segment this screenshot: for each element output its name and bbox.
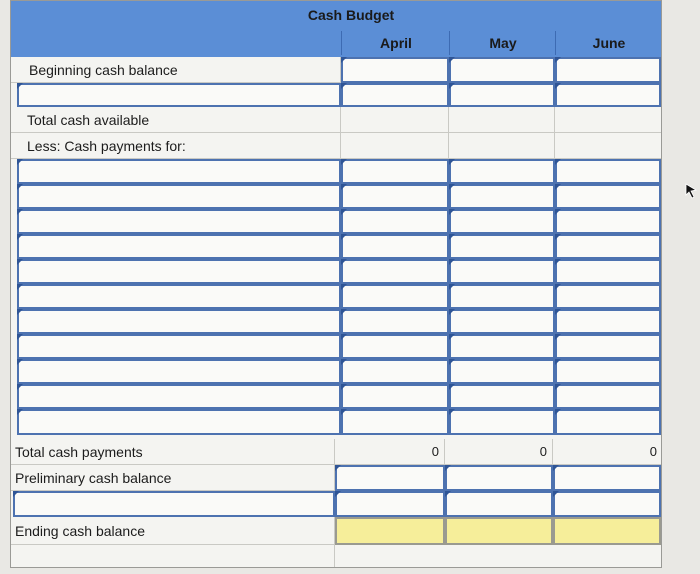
payment-row-5-may[interactable] (449, 259, 555, 284)
payment-row-6-june[interactable] (555, 284, 661, 309)
payment-row-7-june[interactable] (555, 309, 661, 334)
input-preliminary-may[interactable] (445, 465, 553, 491)
payment-row-6-label[interactable] (17, 284, 341, 309)
label-preliminary-cash-balance: Preliminary cash balance (11, 465, 335, 490)
payment-row-6-may[interactable] (449, 284, 555, 309)
payment-row-3-may[interactable] (449, 209, 555, 234)
ending-balance-may[interactable] (445, 517, 553, 545)
input-financing-label[interactable] (13, 491, 335, 517)
total-payments-may: 0 (539, 444, 547, 459)
total-payments-june: 0 (649, 444, 657, 459)
input-beginning-april[interactable] (341, 57, 449, 83)
payment-row-10-may[interactable] (449, 384, 555, 409)
payment-row-5-april[interactable] (341, 259, 449, 284)
payment-row-9-june[interactable] (555, 359, 661, 384)
payment-row-2-label[interactable] (17, 184, 341, 209)
label-ending-cash-balance: Ending cash balance (11, 517, 335, 544)
month-header-april: April (341, 31, 450, 55)
month-header-june: June (555, 31, 662, 55)
input-financing-april[interactable] (335, 491, 445, 517)
payment-row-4-label[interactable] (17, 234, 341, 259)
payment-row-4-june[interactable] (555, 234, 661, 259)
ending-balance-june[interactable] (553, 517, 661, 545)
payment-row-8-may[interactable] (449, 334, 555, 359)
input-preliminary-june[interactable] (553, 465, 661, 491)
input-financing-june[interactable] (553, 491, 661, 517)
row-total-cash-payments (11, 439, 662, 465)
payment-row-11-label[interactable] (17, 409, 341, 435)
payment-row-7-may[interactable] (449, 309, 555, 334)
total-available-april (341, 107, 449, 132)
less-payments-may (449, 133, 555, 158)
payment-row-8-april[interactable] (341, 334, 449, 359)
input-beginning-june[interactable] (555, 57, 661, 83)
payment-row-8-june[interactable] (555, 334, 661, 359)
payment-row-4-may[interactable] (449, 234, 555, 259)
total-available-june (555, 107, 662, 132)
payment-row-2-april[interactable] (341, 184, 449, 209)
label-less-cash-payments-for: Less: Cash payments for: (11, 133, 341, 158)
cash-budget-sheet (10, 0, 662, 568)
payment-row-9-april[interactable] (341, 359, 449, 384)
payment-row-1-june[interactable] (555, 159, 661, 184)
input-receipt-june[interactable] (555, 83, 661, 107)
payment-row-1-april[interactable] (341, 159, 449, 184)
payment-row-6-april[interactable] (341, 284, 449, 309)
payment-row-10-june[interactable] (555, 384, 661, 409)
total-available-may (449, 107, 555, 132)
payment-row-2-june[interactable] (555, 184, 661, 209)
row-total-cash-available (11, 107, 662, 133)
payment-row-1-may[interactable] (449, 159, 555, 184)
label-beginning-cash-balance: Beginning cash balance (11, 57, 341, 82)
cash-budget-title: Cash Budget (307, 7, 395, 23)
payment-row-9-may[interactable] (449, 359, 555, 384)
payment-row-8-label[interactable] (17, 334, 341, 359)
row-bottom-blank (11, 545, 662, 568)
input-receipt-may[interactable] (449, 83, 555, 107)
payment-row-3-label[interactable] (17, 209, 341, 234)
payment-row-3-april[interactable] (341, 209, 449, 234)
payment-row-11-april[interactable] (341, 409, 449, 435)
input-beginning-may[interactable] (449, 57, 555, 83)
payment-row-4-april[interactable] (341, 234, 449, 259)
input-receipt-label[interactable] (17, 83, 341, 107)
payment-row-9-label[interactable] (17, 359, 341, 384)
ending-balance-april[interactable] (335, 517, 445, 545)
payment-row-10-april[interactable] (341, 384, 449, 409)
label-total-cash-payments: Total cash payments (11, 439, 335, 464)
payment-row-2-may[interactable] (449, 184, 555, 209)
payment-row-3-june[interactable] (555, 209, 661, 234)
payment-row-1-label[interactable] (17, 159, 341, 184)
month-header-may: May (449, 31, 556, 55)
input-receipt-april[interactable] (341, 83, 449, 107)
payment-row-10-label[interactable] (17, 384, 341, 409)
payment-row-11-june[interactable] (555, 409, 661, 435)
row-less-cash-payments (11, 133, 662, 159)
input-financing-may[interactable] (445, 491, 553, 517)
payment-row-5-label[interactable] (17, 259, 341, 284)
total-payments-april: 0 (431, 444, 439, 459)
less-payments-april (341, 133, 449, 158)
payment-row-7-label[interactable] (17, 309, 341, 334)
payment-row-5-june[interactable] (555, 259, 661, 284)
mouse-cursor-icon (684, 182, 698, 202)
payment-row-11-may[interactable] (449, 409, 555, 435)
bottom-blank-label (11, 545, 335, 568)
label-total-cash-available: Total cash available (11, 107, 341, 132)
less-payments-june (555, 133, 662, 158)
input-preliminary-april[interactable] (335, 465, 445, 491)
payment-row-7-april[interactable] (341, 309, 449, 334)
